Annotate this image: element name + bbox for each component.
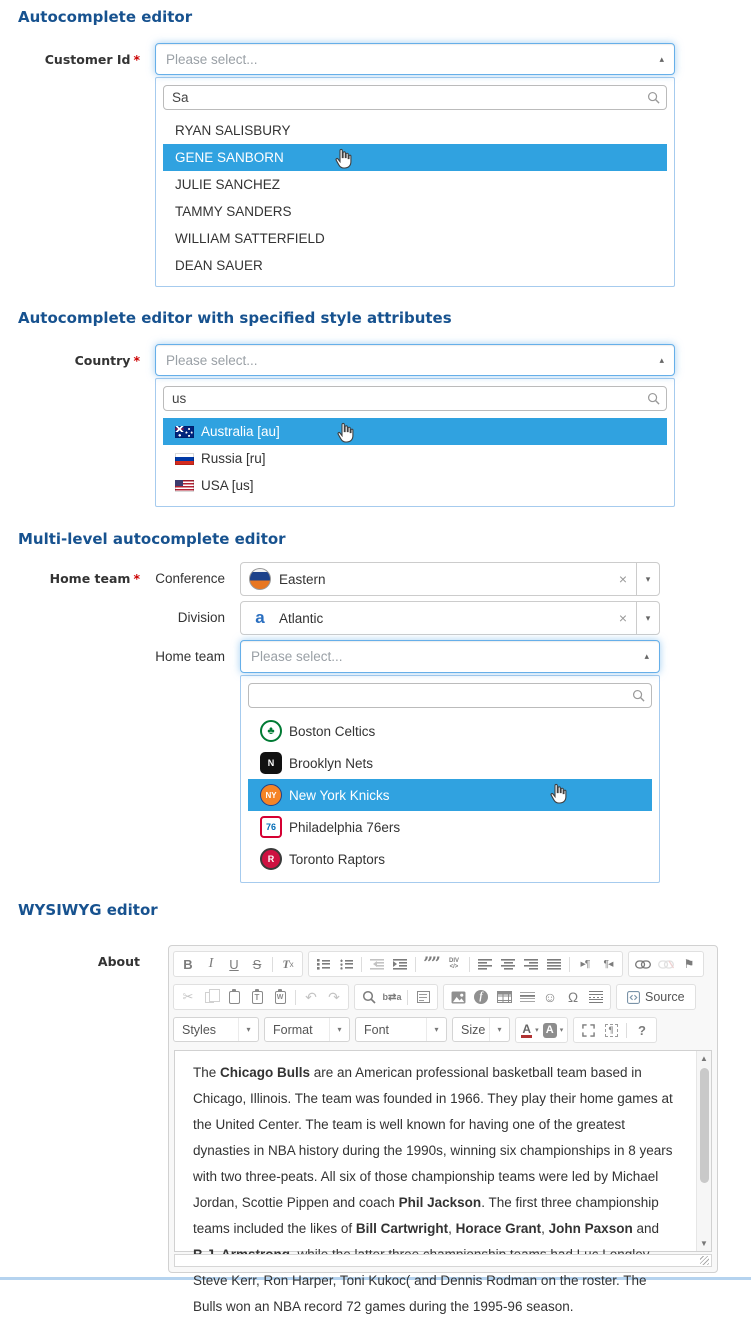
customer-id-select[interactable] <box>155 43 675 75</box>
copy-button[interactable] <box>200 986 222 1008</box>
blockquote-button[interactable]: ”” <box>423 953 439 974</box>
division-sublabel: Division <box>177 610 225 625</box>
wysiwyg-content-area[interactable] <box>174 1050 712 1314</box>
customer-id-row <box>0 43 751 287</box>
team-search-input[interactable] <box>248 683 652 708</box>
paste-button[interactable] <box>223 986 245 1008</box>
au-flag-icon <box>175 426 194 438</box>
wysiwyg-section-heading: WYSIWYG editor <box>18 901 158 919</box>
combo-caret-icon[interactable]: ▾ <box>238 1018 258 1041</box>
flash-button[interactable]: f <box>470 986 492 1008</box>
about-button[interactable]: ? <box>638 1022 646 1038</box>
conference-value: Eastern <box>279 571 326 587</box>
conference-sublabel: Conference <box>155 571 225 586</box>
toolbar-separator <box>469 957 470 972</box>
required-asterisk: * <box>133 571 140 586</box>
multilevel-section-heading: Multi-level autocomplete editor <box>18 530 286 548</box>
select-placeholder: Please select... <box>166 51 258 67</box>
ru-flag-icon <box>175 453 194 465</box>
indent-button[interactable] <box>389 953 411 975</box>
autocomplete-section-heading: Autocomplete editor <box>18 8 193 26</box>
bidi-rtl-button[interactable]: ¶◂ <box>603 958 613 970</box>
table-button[interactable] <box>493 986 515 1008</box>
combo-caret-icon[interactable]: ▾ <box>426 1018 446 1041</box>
about-label: About <box>97 954 140 969</box>
align-justify-button[interactable] <box>543 953 565 975</box>
undo-button[interactable]: ↶ <box>305 988 317 1005</box>
dropdown-option[interactable]: WILLIAM SATTERFIELD <box>175 231 325 246</box>
dropdown-option[interactable]: RYAN SALISBURY <box>175 123 291 138</box>
country-label: Country <box>74 353 131 368</box>
styles-combo[interactable]: Styles ▾ <box>173 1017 259 1042</box>
collapse-caret-icon[interactable]: ▴ <box>659 53 664 64</box>
scroll-down-icon[interactable]: ▼ <box>700 1239 708 1248</box>
dropdown-option[interactable]: NY New York Knicks <box>248 779 652 811</box>
align-center-button[interactable] <box>497 953 519 975</box>
cut-button[interactable]: ✂ <box>182 989 194 1004</box>
bg-color-button[interactable]: A ▾ <box>542 1019 564 1041</box>
home-team-label: Home team <box>49 571 131 586</box>
search-icon <box>632 689 645 707</box>
sixers-team-logo-icon: 76 <box>260 816 282 838</box>
select-all-button[interactable] <box>412 986 434 1008</box>
toolbar-separator <box>295 990 296 1005</box>
div-container-button[interactable]: DIV </> <box>448 957 459 970</box>
wysiwyg-bottom-bar <box>174 1254 712 1267</box>
team-options-list <box>248 715 652 875</box>
styled-section-heading: Autocomplete editor with specified style attributes <box>18 309 452 327</box>
source-button[interactable]: Source <box>620 985 692 1009</box>
size-combo[interactable]: Size ▾ <box>452 1017 510 1042</box>
customer-options-list <box>163 117 667 279</box>
page-break-button[interactable] <box>585 986 607 1008</box>
toolbar-separator <box>626 1023 627 1038</box>
text-color-button[interactable]: A ▾ <box>522 1021 539 1036</box>
redo-button[interactable]: ↷ <box>328 988 340 1005</box>
combo-caret-icon[interactable]: ▾ <box>329 1018 349 1041</box>
customer-search-input[interactable] <box>163 85 667 110</box>
replace-button[interactable]: b⇄a <box>382 991 402 1003</box>
country-select[interactable] <box>155 344 675 376</box>
nets-team-logo-icon: N <box>260 752 282 774</box>
conference-select[interactable] <box>240 562 660 596</box>
dropdown-option[interactable]: USA [us] <box>163 472 667 499</box>
dropdown-option[interactable]: TAMMY SANDERS <box>175 204 292 219</box>
dropdown-option[interactable]: 76 Philadelphia 76ers <box>248 811 652 843</box>
paste-text-button[interactable] <box>246 986 268 1008</box>
dropdown-option[interactable]: DEAN SAUER <box>175 258 263 273</box>
dropdown-option[interactable]: GENE SANBORN <box>163 144 667 171</box>
knicks-team-logo-icon: NY <box>260 784 282 806</box>
wysiwyg-editor <box>168 945 718 1314</box>
scroll-up-icon[interactable]: ▲ <box>700 1054 708 1063</box>
scrollbar[interactable] <box>696 1051 711 1251</box>
link-button[interactable] <box>632 953 654 975</box>
customer-id-label: Customer Id <box>44 52 131 67</box>
home-team-row <box>0 640 751 883</box>
special-char-button[interactable]: Ω <box>567 989 579 1005</box>
division-row <box>0 601 751 635</box>
eastern-conference-logo-icon <box>249 568 271 590</box>
show-blocks-button[interactable]: ¶ <box>600 1019 622 1041</box>
resize-grip[interactable] <box>700 1256 709 1265</box>
dropdown-option[interactable]: N Brooklyn Nets <box>248 747 652 779</box>
customer-id-dropdown-panel <box>155 77 675 287</box>
country-row <box>0 344 751 507</box>
anchor-button[interactable]: ⚑ <box>683 957 695 971</box>
dropdown-option[interactable]: R Toronto Raptors <box>248 843 652 875</box>
about-row <box>0 945 751 1314</box>
align-left-button[interactable] <box>474 953 496 975</box>
remove-format-button[interactable]: T x <box>282 956 294 971</box>
italic-button[interactable]: I <box>208 956 214 971</box>
numbered-list-button[interactable] <box>312 953 334 975</box>
dropdown-option[interactable]: Russia [ru] <box>163 445 667 472</box>
required-asterisk: * <box>133 52 140 67</box>
us-flag-icon <box>175 480 194 492</box>
home-team-select[interactable] <box>240 640 660 673</box>
required-asterisk: * <box>133 353 140 368</box>
toolbar-separator <box>407 990 408 1005</box>
bulleted-list-button[interactable] <box>335 953 357 975</box>
country-options-list <box>163 418 667 499</box>
unlink-button[interactable] <box>655 953 677 975</box>
combo-caret-icon[interactable]: ▾ <box>489 1018 509 1041</box>
toolbar-separator <box>272 957 273 972</box>
format-combo[interactable]: Format ▾ <box>264 1017 350 1042</box>
celtics-team-logo-icon: ♣ <box>260 720 282 742</box>
horizontal-rule-button[interactable] <box>516 986 538 1008</box>
division-select[interactable] <box>240 601 660 635</box>
dropdown-caret-icon[interactable]: ▾ <box>636 563 659 595</box>
maximize-button[interactable] <box>577 1019 599 1041</box>
find-button[interactable] <box>358 986 380 1008</box>
clear-button[interactable]: × <box>618 610 627 626</box>
country-dropdown-panel <box>155 378 675 507</box>
font-combo[interactable]: Font ▾ <box>355 1017 447 1042</box>
division-value: Atlantic <box>279 610 324 626</box>
search-icon <box>647 91 660 109</box>
dropdown-option[interactable]: ♣ Boston Celtics <box>248 715 652 747</box>
select-placeholder: Please select... <box>251 649 343 664</box>
select-placeholder: Please select... <box>166 352 258 368</box>
clear-button[interactable]: × <box>618 571 627 587</box>
home-team-sublabel: Home team <box>155 649 225 664</box>
toolbar-separator <box>569 957 570 972</box>
scrollbar-thumb[interactable] <box>700 1068 709 1183</box>
home-team-dropdown-panel <box>240 675 660 883</box>
dropdown-option[interactable]: JULIE SANCHEZ <box>175 177 281 192</box>
wysiwyg-toolbar <box>173 951 713 1043</box>
bidi-ltr-button[interactable]: ▸¶ <box>580 958 590 970</box>
dropdown-caret-icon[interactable]: ▾ <box>636 602 659 634</box>
collapse-caret-icon[interactable]: ▴ <box>659 354 664 365</box>
underline-button[interactable]: U <box>229 956 239 972</box>
cursor-hand-icon <box>548 783 567 813</box>
search-icon <box>647 392 660 410</box>
strike-button[interactable]: S <box>252 956 262 972</box>
image-button[interactable] <box>447 986 469 1008</box>
raptors-team-logo-icon: R <box>260 848 282 870</box>
outdent-button[interactable] <box>366 953 388 975</box>
conference-row <box>0 562 751 596</box>
dropdown-option[interactable]: Australia [au] <box>163 418 667 445</box>
rich-text-content[interactable]: The Chicago Bulls are an American professional basketball team based in Chicago, Illinois. The team was founded in 1966. They play their home games at the United Center. The team is well known for having one of the greatest dynasties in NBA history during the 1990s, winning six championships in 8 years with two three-peats. All six of those championship teams were led by Michael Jordan, Scottie Pippen and coach Phil Jackson. The first three championship teams included the likes of Bill Cartwright, Horace Grant, John Paxson and Steve Kerr, Ron Harper, Toni Kukoc( and Dennis Rodman on the roster. The Bulls won an NBA record 72 games during the 1995-96 season. <box>193 1065 673 1314</box>
smiley-button[interactable]: ☺ <box>542 989 558 1005</box>
align-right-button[interactable] <box>520 953 542 975</box>
country-search-input[interactable] <box>163 386 667 411</box>
atlantic-division-logo-icon: a <box>255 608 265 627</box>
collapse-caret-icon[interactable]: ▴ <box>644 651 649 661</box>
toolbar-separator <box>361 957 362 972</box>
bold-button[interactable]: B <box>183 956 193 972</box>
paste-word-button[interactable] <box>269 986 291 1008</box>
toolbar-separator <box>415 957 416 972</box>
